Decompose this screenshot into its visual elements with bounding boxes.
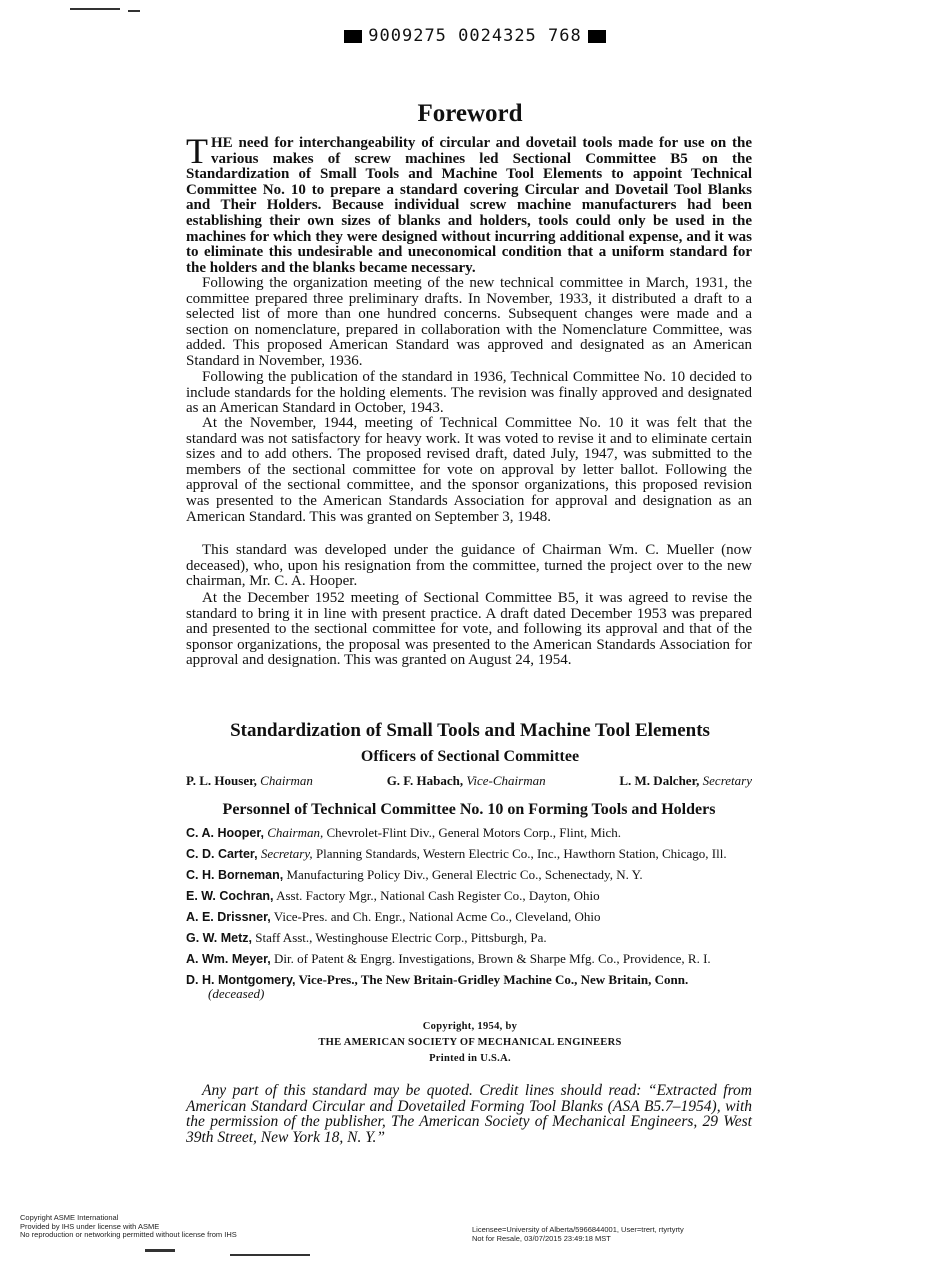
footer-provider: Provided by IHS under license with ASME (20, 1221, 160, 1231)
member-entry (186, 910, 752, 924)
member-detail: Asst. Factory Mgr., National Cash Register Co., Dayton, Ohio (276, 888, 600, 903)
quotation-notice: Any part of this standard may be quoted. Credit lines should read: “Extracted from American Standard Circular and Dovetailed Forming Tool Blanks (ASA B5.7–1954), with the permission of the publisher, The American Society of Mechanical Engineers, 29 West 39th Street, New York 18, N. Y.” (186, 1082, 752, 1146)
foreword-paragraph-2: Following the organization meeting of the new technical committee in March, 1931, the committee prepared three preliminary drafts. In November, 1933, it distributed a draft to a selected list of more than one hundred concerns. Subsequent changes were made and a section on nomenclature, prepared in collaboration with the Nomenclature Committee, was added. This proposed American Standard was approved and designated as an American Standard in November, 1936. (186, 275, 752, 369)
member-detail: Vice-Pres. and Ch. Engr., National Acme Co., Cleveland, Ohio (273, 909, 601, 924)
officer-role: Chairman (260, 773, 313, 788)
scan-mark (230, 1254, 310, 1256)
member-name: G. W. Metz, (186, 931, 252, 945)
scan-mark (70, 8, 120, 10)
member-entry (186, 847, 752, 861)
member-name: E. W. Cochran, (186, 889, 274, 903)
copyright-block (0, 1019, 940, 1067)
member-role: Secretary, (260, 846, 313, 861)
footer-reproduction: No reproduction or networking permitted without license from IHS (20, 1230, 237, 1239)
foreword-paragraph-6: At the December 1952 meeting of Sectional Committee B5, it was agreed to revise the standard to bring it in line with present practice. A draft dated December 1953 was prepared and presented to the sectional committee for vote, and following its approval and that of the sponsor organizations, the proposal was presented to the American Standards Association for approval and designation. This was granted on August 24, 1954. (186, 590, 752, 669)
footer-right (472, 1226, 684, 1243)
footer-copyright: Copyright ASME International (20, 1213, 119, 1222)
officer-name: P. L. Houser, (186, 773, 257, 788)
member-entry (186, 973, 752, 1000)
member-entry (186, 868, 752, 882)
member-role: Chairman, (267, 825, 324, 840)
officer (387, 773, 546, 789)
foreword-paragraph-1 (186, 131, 752, 276)
paragraph-text: HE need for interchangeability of circular and dovetail tools made for use on the various makes of screw machines led Sectional Committee B5 on the Standardization of Small Tools and Machine Tool Elements to appoint Technical Committee No. 10 to prepare a standard covering Circular and Dovetail Tool Blanks and Their Holders. Because individual screw machine manufacturers had been establishing their own sizes of blanks and holders, tools could only be used in the machines for which they were designed without incurring additional expense, and it was to eliminate this undesirable and uneconomical condition that a uniform standard for the holders and the blanks became necessary. (186, 135, 752, 276)
footer-left (20, 1214, 237, 1240)
bar-block-left (344, 30, 362, 43)
member-name: A. E. Drissner, (186, 910, 271, 924)
committee-heading: Standardization of Small Tools and Machine Tool Elements (230, 720, 710, 741)
member-note: (deceased) (208, 986, 265, 1001)
foreword-paragraph-4: At the November, 1944, meeting of Technical Committee No. 10 it was felt that the standard was not satisfactory for heavy work. It was voted to revise it and to eliminate certain sizes and to add others. The proposed revised draft, dated July, 1947, was submitted to the members of the sectional committee for vote on approval by letter ballot. Following the approval of the sectional committee, and the sponsor organizations, this proposed revision was presented to the American Standards Association for approval and designation as an American Standard. This was granted on September 3, 1948. (186, 415, 752, 525)
copyright-owner: THE AMERICAN SOCIETY OF MECHANICAL ENGINEERS (318, 1037, 622, 1048)
printed-in: Printed in U.S.A. (429, 1053, 511, 1064)
member-name: C. D. Carter, (186, 847, 258, 861)
officer-name: L. M. Dalcher, (619, 773, 700, 788)
footer-resale: Not for Resale, 03/07/2015 23:49:18 MST (472, 1233, 611, 1243)
member-detail: Chevrolet-Flint Div., General Motors Corp., Flint, Mich. (326, 825, 622, 840)
personnel-heading: Personnel of Technical Committee No. 10 on Forming Tools and Holders (222, 801, 716, 818)
member-name: C. H. Borneman, (186, 868, 284, 882)
officer-name: G. F. Habach, (386, 773, 464, 788)
member-entry (186, 826, 752, 840)
member-detail: Dir. of Patent & Engrg. Investigations, Brown & Sharpe Mfg. Co., Providence, R. I. (274, 951, 711, 966)
document-code-text: 9009275 0024325 768 (368, 26, 582, 46)
officer-role: Secretary (702, 773, 752, 788)
member-name: D. H. Montgomery, (186, 973, 296, 987)
foreword-paragraph-3: Following the publication of the standard in 1936, Technical Committee No. 10 decided to include standards for the holding elements. The revision was finally approved and designated as an American Standard in October, 1943. (186, 369, 752, 417)
member-entry (186, 889, 752, 903)
scan-mark (145, 1249, 175, 1252)
copyright-line: Copyright, 1954, by (422, 1021, 518, 1032)
officer (186, 773, 313, 789)
member-detail: Vice-Pres., The New Britain-Gridley Machine Co., New Britain, Conn. (298, 972, 689, 987)
member-detail: Manufacturing Policy Div., General Electric Co., Schenectady, N. Y. (286, 867, 643, 882)
officers-row (186, 773, 752, 789)
member-detail: Staff Asst., Westinghouse Electric Corp., Pittsburgh, Pa. (255, 930, 547, 945)
drop-cap: T (186, 131, 208, 171)
foreword-paragraph-5: This standard was developed under the guidance of Chairman Wm. C. Mueller (now deceased), who, upon his resignation from the committee, turned the project over to the new chairman, Mr. C. A. Hooper. (186, 542, 752, 590)
member-entry (186, 931, 752, 945)
document-code (0, 26, 950, 46)
footer-licensee: Licensee=University of Alberta/5966844001, User=trert, rtyrtyrty (472, 1225, 684, 1234)
member-name: A. Wm. Meyer, (186, 952, 271, 966)
foreword-title: Foreword (417, 100, 523, 127)
member-name: C. A. Hooper, (186, 826, 265, 840)
scan-mark (128, 10, 140, 12)
officer (619, 773, 752, 789)
bar-block-right (588, 30, 606, 43)
officer-role: Vice-Chairman (466, 773, 546, 788)
member-entry (186, 952, 752, 966)
member-detail: Planning Standards, Western Electric Co., Inc., Hawthorn Station, Chicago, Ill. (315, 846, 727, 861)
officers-subheading: Officers of Sectional Committee (360, 748, 580, 765)
member-list (186, 826, 752, 1007)
